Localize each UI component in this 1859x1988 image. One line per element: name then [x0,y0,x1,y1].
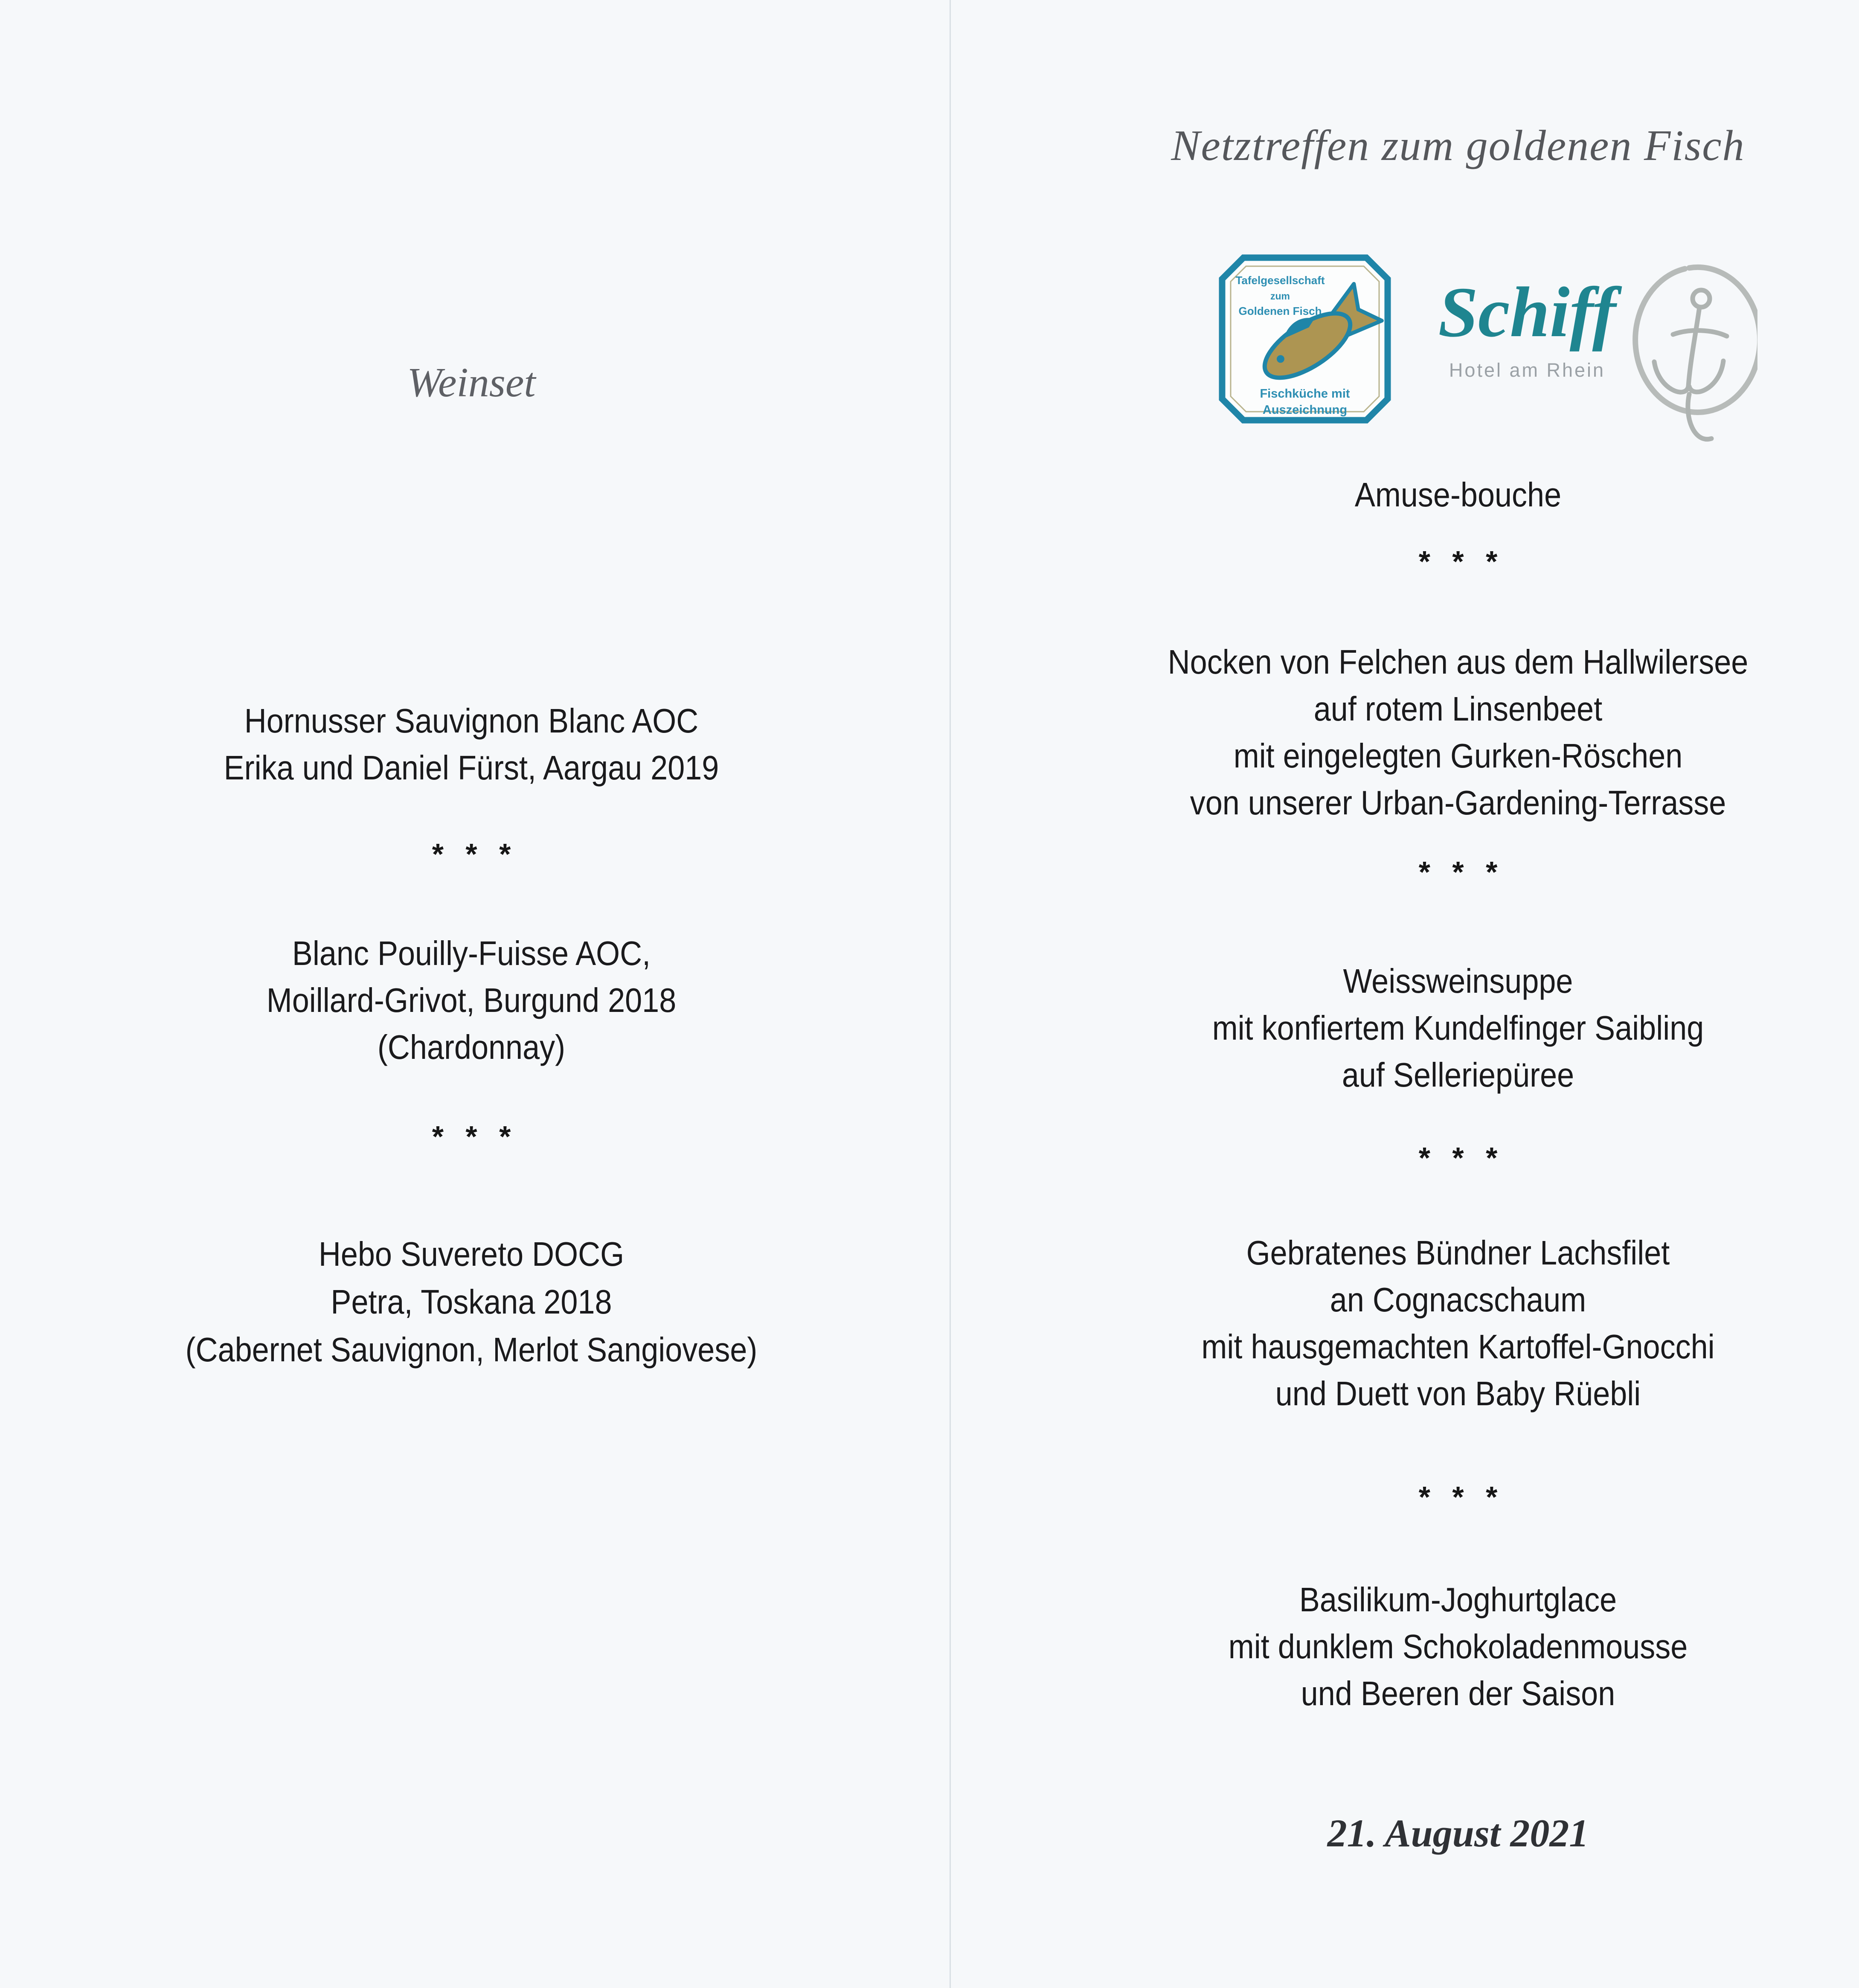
menu-line: Amuse-bouche [1354,476,1562,514]
badge-text: Goldenen Fisch [1238,305,1322,317]
badge-text: Tafelgesellschaft [1235,274,1325,287]
golden-fish-badge-icon [1217,253,1393,425]
wine-line: (Cabernet Sauvignon, Merlot Sangiovese) [185,1331,758,1369]
menu-line: von unserer Urban-Gardening-Terrasse [1190,784,1726,822]
badge-text: Auszeichnung [1262,403,1348,417]
menu-line: mit konfiertem Kundelfinger Saibling [1212,1009,1704,1047]
wine-line: (Chardonnay) [377,1028,566,1066]
wine-line: Blanc Pouilly-Fuisse AOC, [292,934,651,972]
card-fold-line [950,0,951,1988]
course-separator: * * * [1418,1141,1505,1174]
badge-text: Fischküche mit [1260,387,1350,401]
menu-line: und Beeren der Saison [1301,1674,1615,1712]
course-separator: * * * [1418,1480,1505,1514]
course-separator: * * * [1418,855,1505,889]
menu-line: Nocken von Felchen aus dem Hallwilersee [1168,643,1749,681]
wine-line: Petra, Toskana 2018 [331,1283,612,1321]
schiff-wordmark: Schiff [1438,273,1616,352]
menu-line: auf rotem Linsenbeet [1313,690,1603,728]
menu-line: Gebratenes Bündner Lachsfilet [1246,1234,1670,1272]
schiff-hotel-logo [1420,273,1634,381]
menu-line: Weissweinsuppe [1343,962,1573,1000]
course-separator: * * * [432,1120,518,1153]
menu-line: und Duett von Baby Rüebli [1275,1375,1641,1413]
wine-line: Erika und Daniel Fürst, Aargau 2019 [224,749,719,787]
wine-line: Moillard-Grivot, Burgund 2018 [266,981,677,1019]
menu-line: auf Selleriepüree [1342,1056,1574,1094]
schiff-subtitle: Hotel am Rhein [1449,359,1606,381]
wine-line: Hornusser Sauvignon Blanc AOC [244,702,699,740]
menu-line: mit hausgemachten Kartoffel-Gnocchi [1201,1328,1715,1366]
menu-line: mit eingelegten Gurken-Röschen [1233,737,1683,775]
wine-page-heading: Weinset [407,360,536,406]
event-title: Netztreffen zum goldenen Fisch [1171,122,1745,170]
anchor-emblem-icon [1621,259,1757,464]
menu-line: Basilikum-Joghurtglace [1299,1581,1617,1619]
course-separator: * * * [432,837,518,871]
menu-line: an Cognacschaum [1330,1281,1586,1319]
menu-line: mit dunklem Schokoladenmousse [1228,1628,1688,1665]
event-date: 21. August 2021 [1327,1811,1589,1855]
course-separator: * * * [1418,545,1505,578]
wine-line: Hebo Suvereto DOCG [318,1235,625,1273]
badge-text: zum [1270,291,1290,302]
